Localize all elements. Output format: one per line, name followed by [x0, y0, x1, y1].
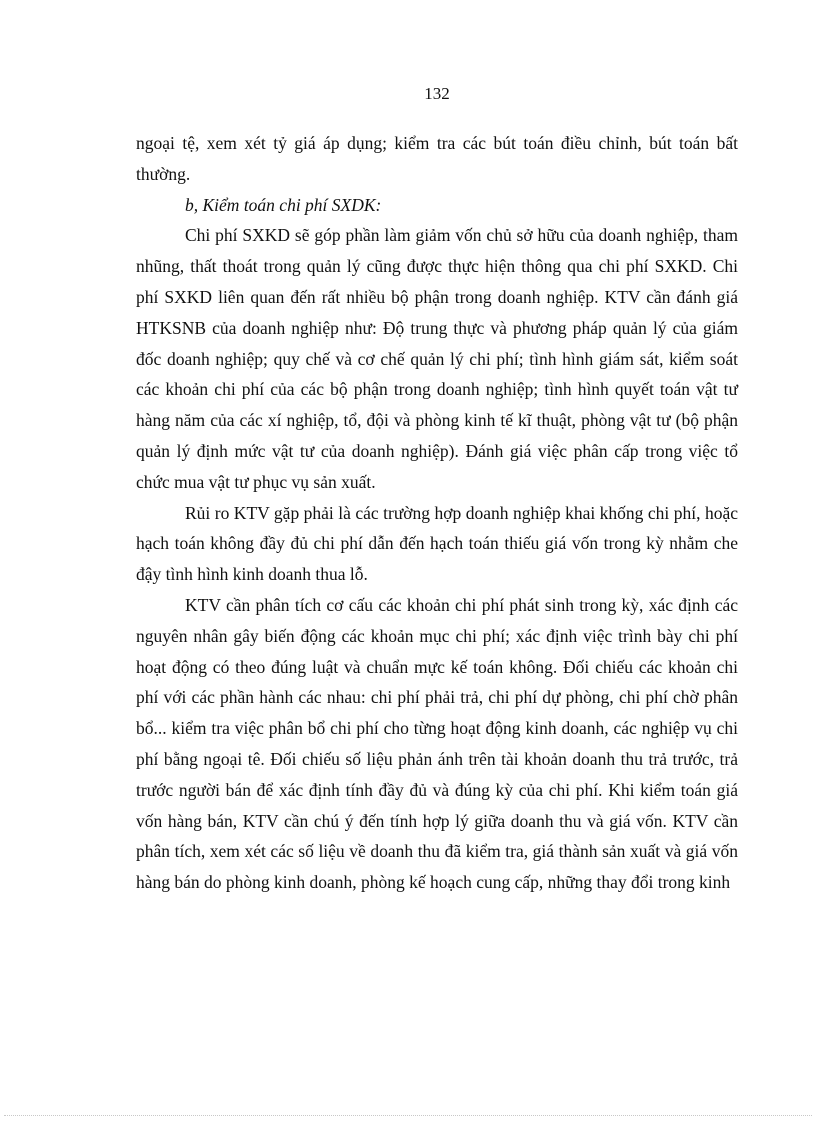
section-heading: b, Kiểm toán chi phí SXDK:	[185, 194, 382, 215]
body-text	[136, 128, 738, 898]
paragraph-cost-overview: Chi phí SXKD sẽ góp phần làm giảm vốn chủ sở hữu của doanh nghiệp, tham nhũng, thất thoát trong quản lý cũng được thực hiện thông qua chi phí SXKD. Chi phí SXKD liên quan đến rất nhiều bộ phận trong doanh nghiệp. KTV cần đánh giá HTKSNB của doanh nghiệp như: Độ trung thực và phương pháp quản lý của giám đốc doanh nghiệp; quy chế và cơ chế quản lý chi phí; tình hình giám sát, kiểm soát các khoản chi phí của các bộ phận trong doanh nghiệp; tình hình quyết toán vật tư hàng năm của các xí nghiệp, tổ, đội và phòng kinh tế kĩ thuật, phòng vật tư (bộ phận quản lý định mức vật tư của doanh nghiệp). Đánh giá việc phân cấp trong việc tổ chức mua vật tư phục vụ sản xuất.	[136, 225, 738, 492]
paragraph-continuation: ngoại tệ, xem xét tỷ giá áp dụng; kiểm tra các bút toán điều chỉnh, bút toán bất thường.	[136, 133, 738, 184]
paragraph-risk: Rủi ro KTV gặp phải là các trường hợp doanh nghiệp khai khống chi phí, hoặc hạch toán không đầy đủ chi phí dẫn đến hạch toán thiếu giá vốn trong kỳ nhằm che đậy tình hình kinh doanh thua lỗ.	[136, 502, 738, 585]
page-number: 132	[424, 84, 450, 103]
paragraph-analysis: KTV cần phân tích cơ cấu các khoản chi phí phát sinh trong kỳ, xác định các nguyên nhân gây biến động các khoản mục chi phí; xác định việc trình bày chi phí hoạt động có theo đúng luật và chuẩn mực kế toán không. Đối chiếu các khoản chi phí với các phần hành các nhau: chi phí phải trả, chi phí dự phòng, chi phí chờ phân bổ... kiểm tra việc phân bổ chi phí cho từng hoạt động kinh doanh, các nghiệp vụ chi phí bằng ngoại tê. Đối chiếu số liệu phản ánh trên tài khoản doanh thu trả trước, trả trước người bán để xác định tính đầy đủ và đúng kỳ của chi phí. Khi kiểm toán giá vốn hàng bán, KTV cần chú ý đến tính hợp lý giữa doanh thu và giá vốn. KTV cần phân tích, xem xét các số liệu về doanh thu đã kiểm tra, giá thành sản xuất và giá vốn hàng bán do phòng kinh doanh, phòng kế hoạch cung cấp, những thay đổi trong kinh	[136, 594, 738, 893]
page-bottom-border	[4, 1115, 812, 1116]
